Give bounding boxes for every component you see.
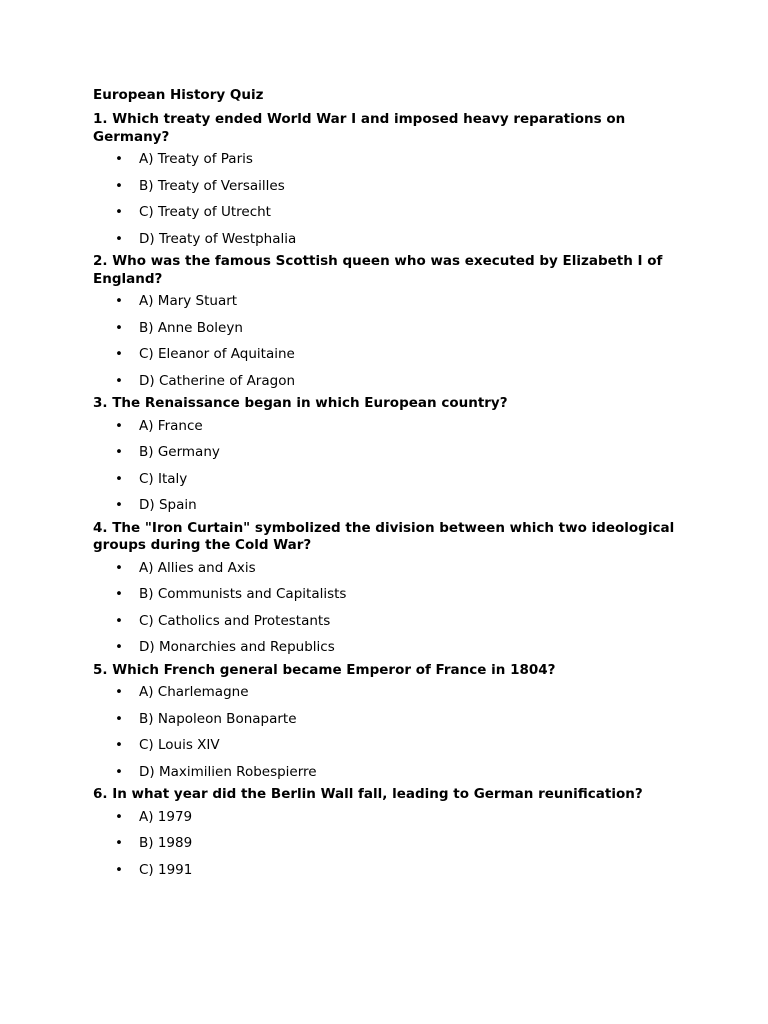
- question-block: [93, 253, 683, 395]
- bullet-icon: •: [115, 293, 123, 309]
- option-label: D) Maximilien Robespierre: [139, 763, 317, 780]
- bullet-icon: •: [115, 346, 123, 362]
- bullet-icon: •: [115, 319, 123, 336]
- option-item: [93, 369, 683, 396]
- bullet-icon: •: [115, 737, 123, 753]
- option-list: [93, 147, 683, 253]
- bullet-icon: •: [115, 835, 123, 851]
- bullet-icon: •: [115, 710, 123, 727]
- option-item: [93, 342, 683, 369]
- question-text: 3. The Renaissance began in which European country?: [93, 395, 508, 411]
- bullet-icon: •: [115, 204, 123, 220]
- bullet-icon: •: [115, 417, 123, 434]
- option-label: A) Treaty of Paris: [139, 151, 253, 167]
- option-item: [93, 174, 683, 201]
- option-label: C) Louis XIV: [139, 737, 220, 753]
- question-block: [93, 111, 683, 253]
- option-label: B) 1989: [139, 835, 193, 851]
- option-item: [93, 227, 683, 254]
- option-label: D) Treaty of Westphalia: [139, 230, 297, 247]
- option-label: A) 1979: [139, 808, 193, 825]
- option-label: A) Allies and Axis: [139, 559, 256, 576]
- option-item: [93, 858, 683, 885]
- option-list: [93, 289, 683, 395]
- option-label: D) Spain: [139, 497, 197, 513]
- option-label: C) Treaty of Utrecht: [139, 204, 271, 220]
- bullet-icon: •: [115, 372, 123, 389]
- quiz-document: [93, 86, 683, 884]
- option-item: [93, 467, 683, 494]
- option-label: B) Germany: [139, 444, 220, 460]
- question-block: [93, 786, 683, 884]
- bullet-icon: •: [115, 808, 123, 825]
- bullet-icon: •: [115, 177, 123, 194]
- bullet-icon: •: [115, 639, 123, 655]
- question-text: 5. Which French general became Emperor of France in 1804?: [93, 661, 556, 678]
- option-label: C) Catholics and Protestants: [139, 612, 331, 629]
- question-text: 6. In what year did the Berlin Wall fall, leading to German reunification?: [93, 786, 643, 802]
- bullet-icon: •: [115, 151, 123, 167]
- option-item: [93, 582, 683, 609]
- option-item: [93, 556, 683, 583]
- option-list: [93, 805, 683, 885]
- bullet-icon: •: [115, 612, 123, 629]
- option-label: A) France: [139, 417, 203, 434]
- bullet-icon: •: [115, 470, 123, 487]
- option-item: [93, 414, 683, 441]
- option-label: B) Anne Boleyn: [139, 319, 243, 336]
- bullet-icon: •: [115, 444, 123, 460]
- option-item: [93, 316, 683, 343]
- option-item: [93, 760, 683, 787]
- option-label: D) Monarchies and Republics: [139, 639, 335, 655]
- option-label: B) Treaty of Versailles: [139, 177, 285, 194]
- question-text: 2. Who was the famous Scottish queen who was executed by Elizabeth I of England?: [93, 253, 663, 287]
- option-item: [93, 609, 683, 636]
- bullet-icon: •: [115, 497, 123, 513]
- option-label: A) Charlemagne: [139, 684, 249, 700]
- option-item: [93, 440, 683, 467]
- option-label: B) Communists and Capitalists: [139, 586, 347, 602]
- bullet-icon: •: [115, 861, 123, 878]
- option-list: [93, 556, 683, 662]
- question-block: [93, 520, 683, 662]
- bullet-icon: •: [115, 684, 123, 700]
- bullet-icon: •: [115, 586, 123, 602]
- question-text: 4. The "Iron Curtain" symbolized the division between which two ideological groups during the Cold War?: [93, 519, 675, 553]
- option-label: C) Italy: [139, 470, 188, 487]
- option-item: [93, 831, 683, 858]
- option-item: [93, 147, 683, 174]
- option-label: C) 1991: [139, 861, 193, 878]
- bullet-icon: •: [115, 763, 123, 780]
- option-list: [93, 680, 683, 786]
- option-item: [93, 733, 683, 760]
- question-block: [93, 395, 683, 520]
- option-item: [93, 200, 683, 227]
- question-block: [93, 662, 683, 787]
- bullet-icon: •: [115, 230, 123, 247]
- question-text: 1. Which treaty ended World War I and imposed heavy reparations on Germany?: [93, 111, 626, 145]
- option-item: [93, 635, 683, 662]
- document-title: European History Quiz: [93, 87, 264, 103]
- option-item: [93, 289, 683, 316]
- option-label: D) Catherine of Aragon: [139, 372, 296, 389]
- option-list: [93, 414, 683, 520]
- option-label: C) Eleanor of Aquitaine: [139, 346, 295, 362]
- option-item: [93, 805, 683, 832]
- bullet-icon: •: [115, 559, 123, 576]
- option-item: [93, 493, 683, 520]
- option-label: A) Mary Stuart: [139, 293, 238, 309]
- option-item: [93, 707, 683, 734]
- option-label: B) Napoleon Bonaparte: [139, 710, 297, 727]
- option-item: [93, 680, 683, 707]
